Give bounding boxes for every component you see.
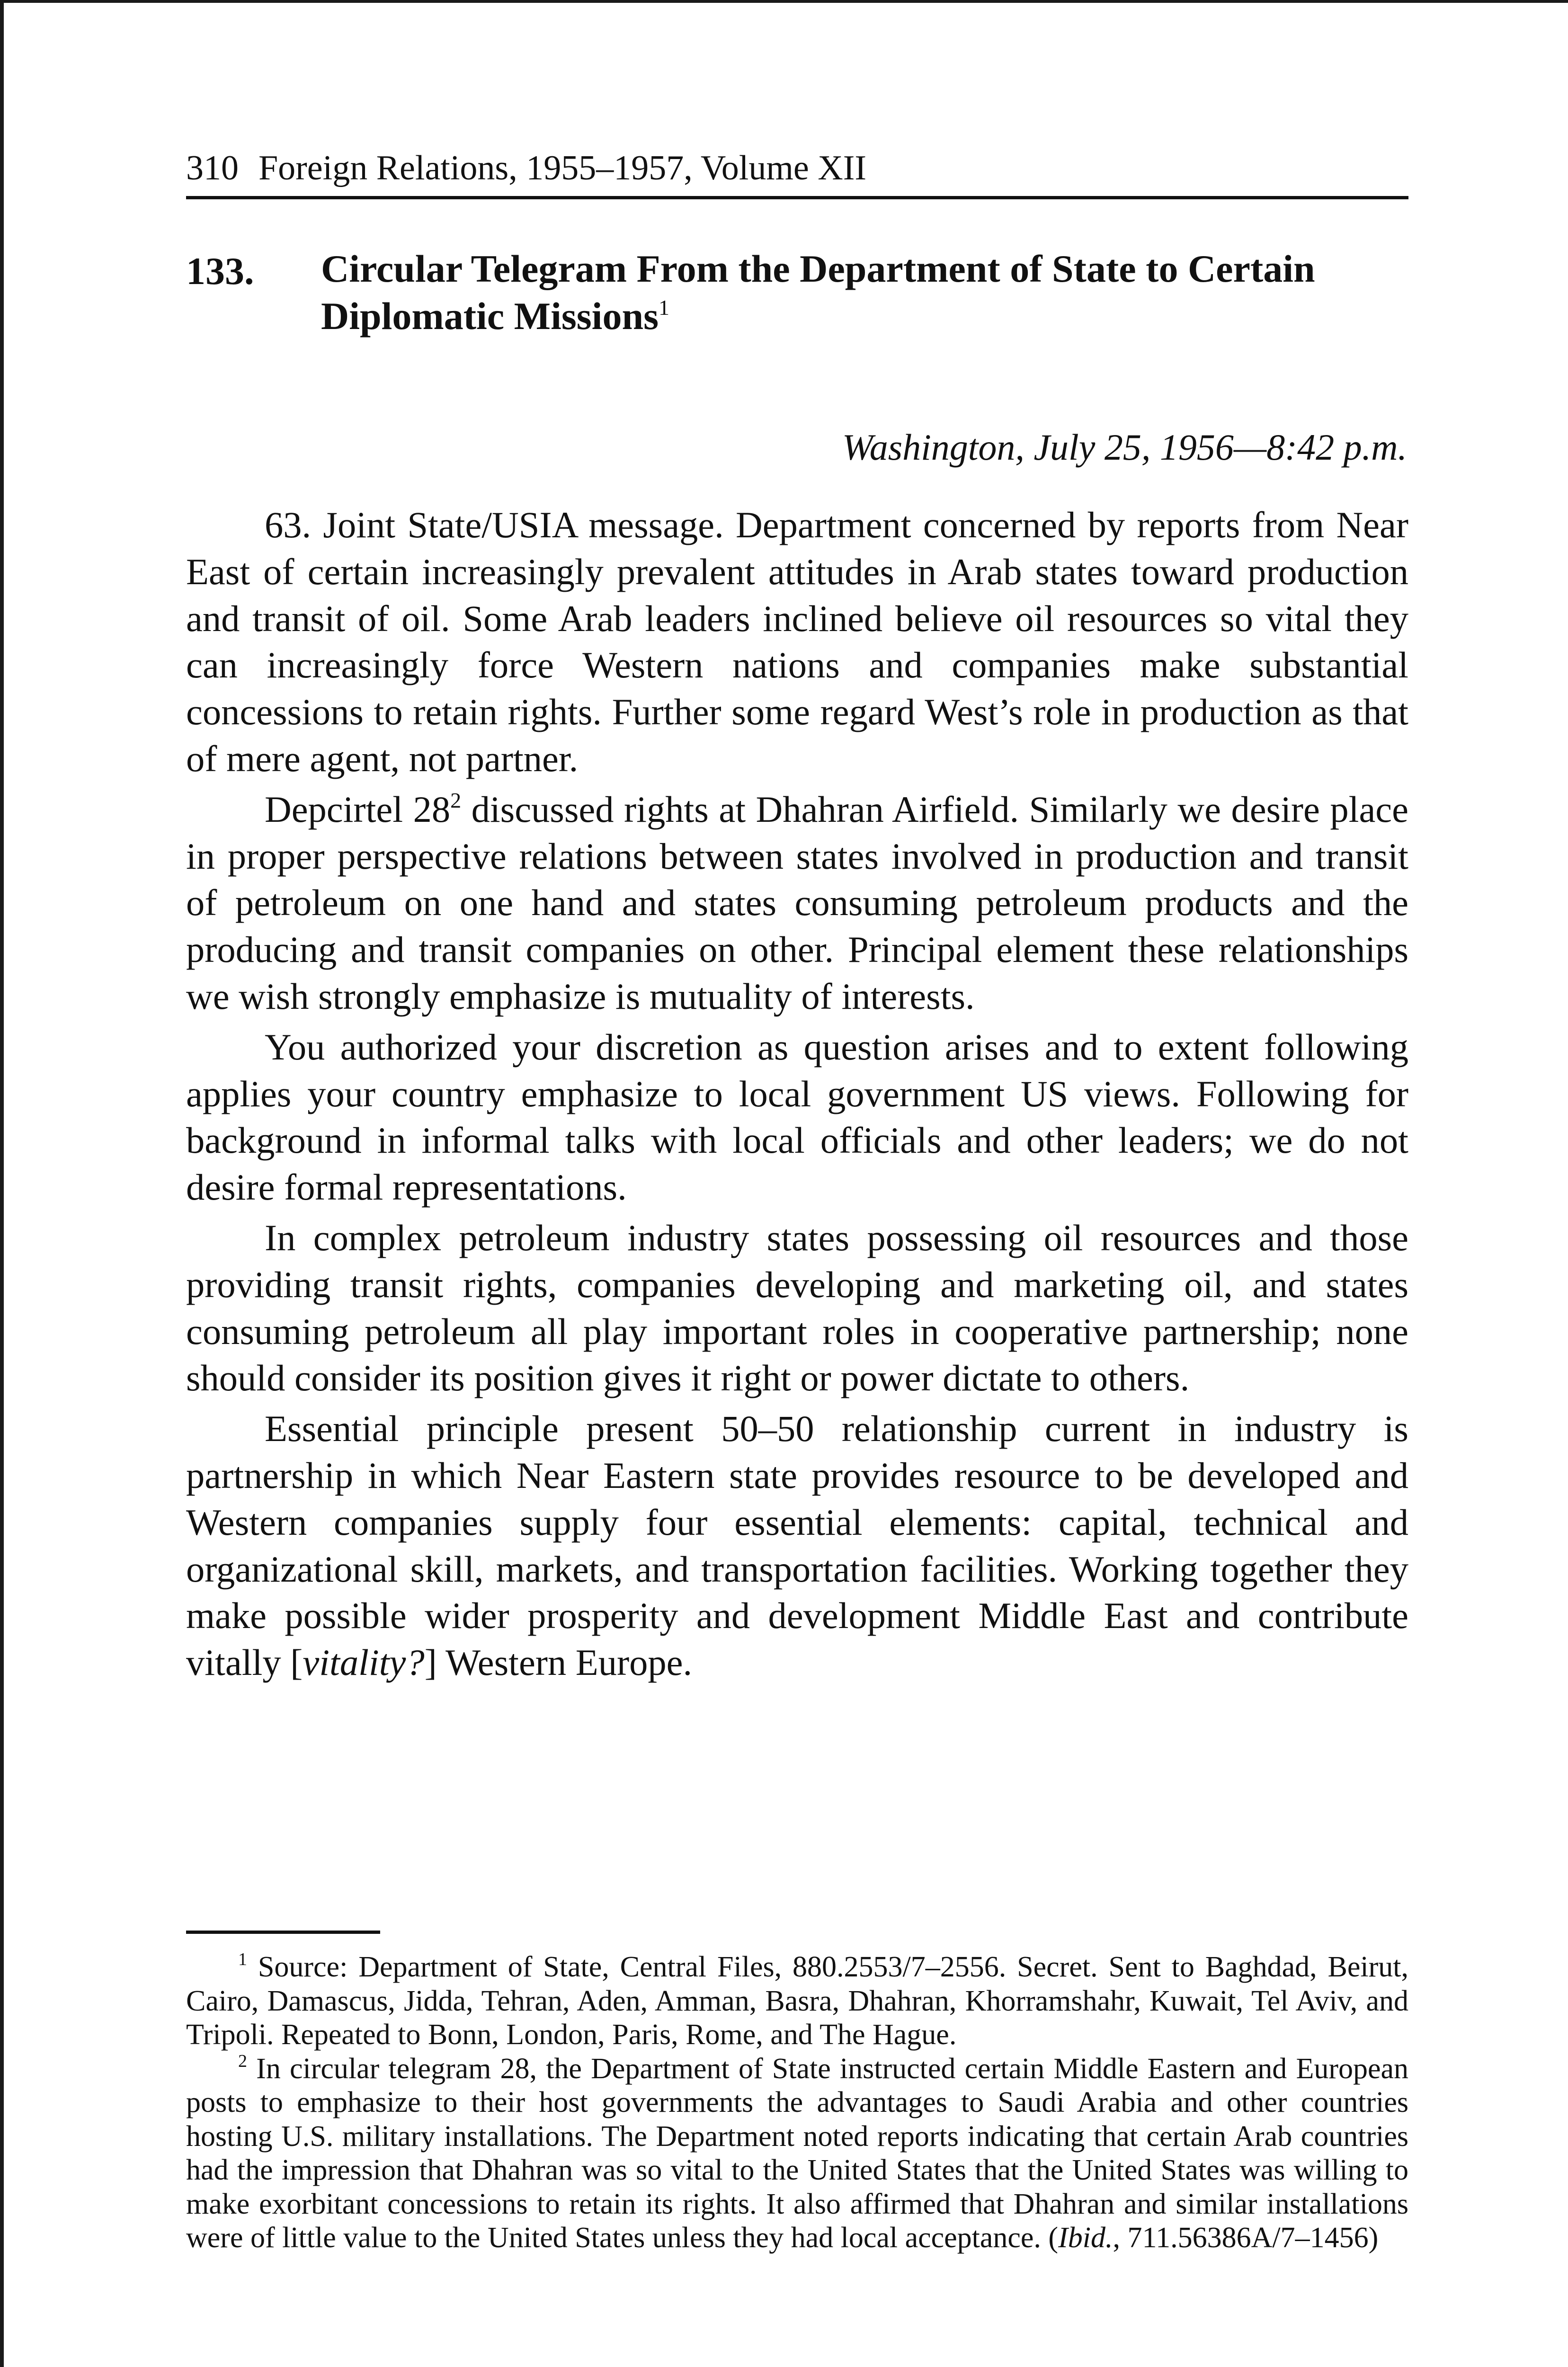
footnote-ref-2: 2	[450, 788, 462, 812]
footnote-2-marker: 2	[238, 2051, 247, 2071]
footnotes	[186, 1950, 1408, 2255]
footnote-2-end: , 711.56386A/7–1456)	[1113, 2222, 1379, 2254]
footnote-2-text: In circular telegram 28, the Department of State instructed certain Middle Eastern and European posts to emphasize to their host governments the advantages to Saudi Arabia and other countries hosting U.S. military installations. The Department noted reports indicating that certain Arab countries had the impression that Dhahran was so vital to the United States that the United States was willing to make exorbitant concessions to retain its rights. It also affirmed that Dhahran and similar installations were of little value to the United States unless they had local acceptance. (	[186, 2052, 1408, 2254]
paragraph-1: 63. Joint State/USIA message. Department concerned by reports from Near East of certain increasingly prevalent attitudes in Arab states toward production and transit of oil. Some Arab leaders inclined believe oil resources so vital they can increasingly force Western nations and companies make substantial concessions to retain rights. Further some regard West’s role in production as that of mere agent, not partner.	[186, 504, 1408, 779]
paragraph-5-start: Essential principle present 50–50 relationship current in industry is partnership in which Near Eastern state provides resource to be developed and Western companies supply four essential elements: capital, technical and organizational skill, markets, and transportation facilities. Working together they make possible wider prosperity and development Middle East and contribute vitally [	[186, 1408, 1408, 1683]
telegram-body	[186, 502, 1408, 1690]
scan-edge-left	[0, 0, 4, 2367]
footnote-2-ibid: Ibid.	[1058, 2222, 1113, 2254]
paragraph-5-italic: vitality?	[303, 1642, 425, 1683]
paragraph-5	[186, 1406, 1408, 1686]
dateline: Washington, July 25, 1956—8:42 p.m.	[842, 427, 1407, 468]
footnote-rule	[186, 1931, 380, 1934]
paragraph-2-rest: discussed rights at Dhahran Airfield. Similarly we desire place in proper perspective relations between states involved in production and transit of petroleum on one hand and states consuming petroleum products and the producing and transit companies on other. Principal element these relationships we wish strongly emphasize is mutuality of interests.	[186, 788, 1408, 1017]
document-number: 133.	[186, 249, 254, 293]
document-title	[321, 245, 1410, 340]
paragraph-3: You authorized your discretion as question arises and to extent following applies your country emphasize to local government US views. Following for background in informal talks with local officials and other leaders; we do not desire formal representations.	[186, 1026, 1408, 1208]
paragraph-2	[186, 786, 1408, 1020]
paragraph-4: In complex petroleum industry states possessing oil resources and those providing transit rights, companies developing and marketing oil, and states consuming petroleum all play important roles in cooperative partnership; none should consider its position gives it right or power dictate to others.	[186, 1217, 1408, 1399]
footnote-2	[186, 2052, 1408, 2255]
footnote-1-marker: 1	[238, 1949, 247, 1969]
page-number: 310	[186, 149, 239, 187]
series-title: Foreign Relations, 1955–1957, Volume XII	[258, 149, 866, 187]
scan-edge-top	[0, 0, 1568, 3]
header-rule	[186, 196, 1408, 199]
paragraph-5-end: ] Western Europe.	[424, 1642, 693, 1683]
running-head	[186, 142, 1408, 194]
paragraph-2-start: Depcirtel 28	[265, 788, 451, 830]
title-footnote-ref: 1	[658, 295, 669, 320]
footnote-1-text: Source: Department of State, Central Files, 880.2553/7–2556. Secret. Sent to Baghdad, Beirut, Cairo, Damascus, Jidda, Tehran, Aden, Amman, Basra, Dhahran, Khorramshahr, Kuwait, Tel Aviv, and Tripoli. Repeated to Bonn, London, Paris, Rome, and The Hague.	[186, 1951, 1408, 2051]
document-title-text: Circular Telegram From the Department of State to Certain Diplomatic Missions	[321, 247, 1315, 338]
footnote-1	[186, 1950, 1408, 2052]
